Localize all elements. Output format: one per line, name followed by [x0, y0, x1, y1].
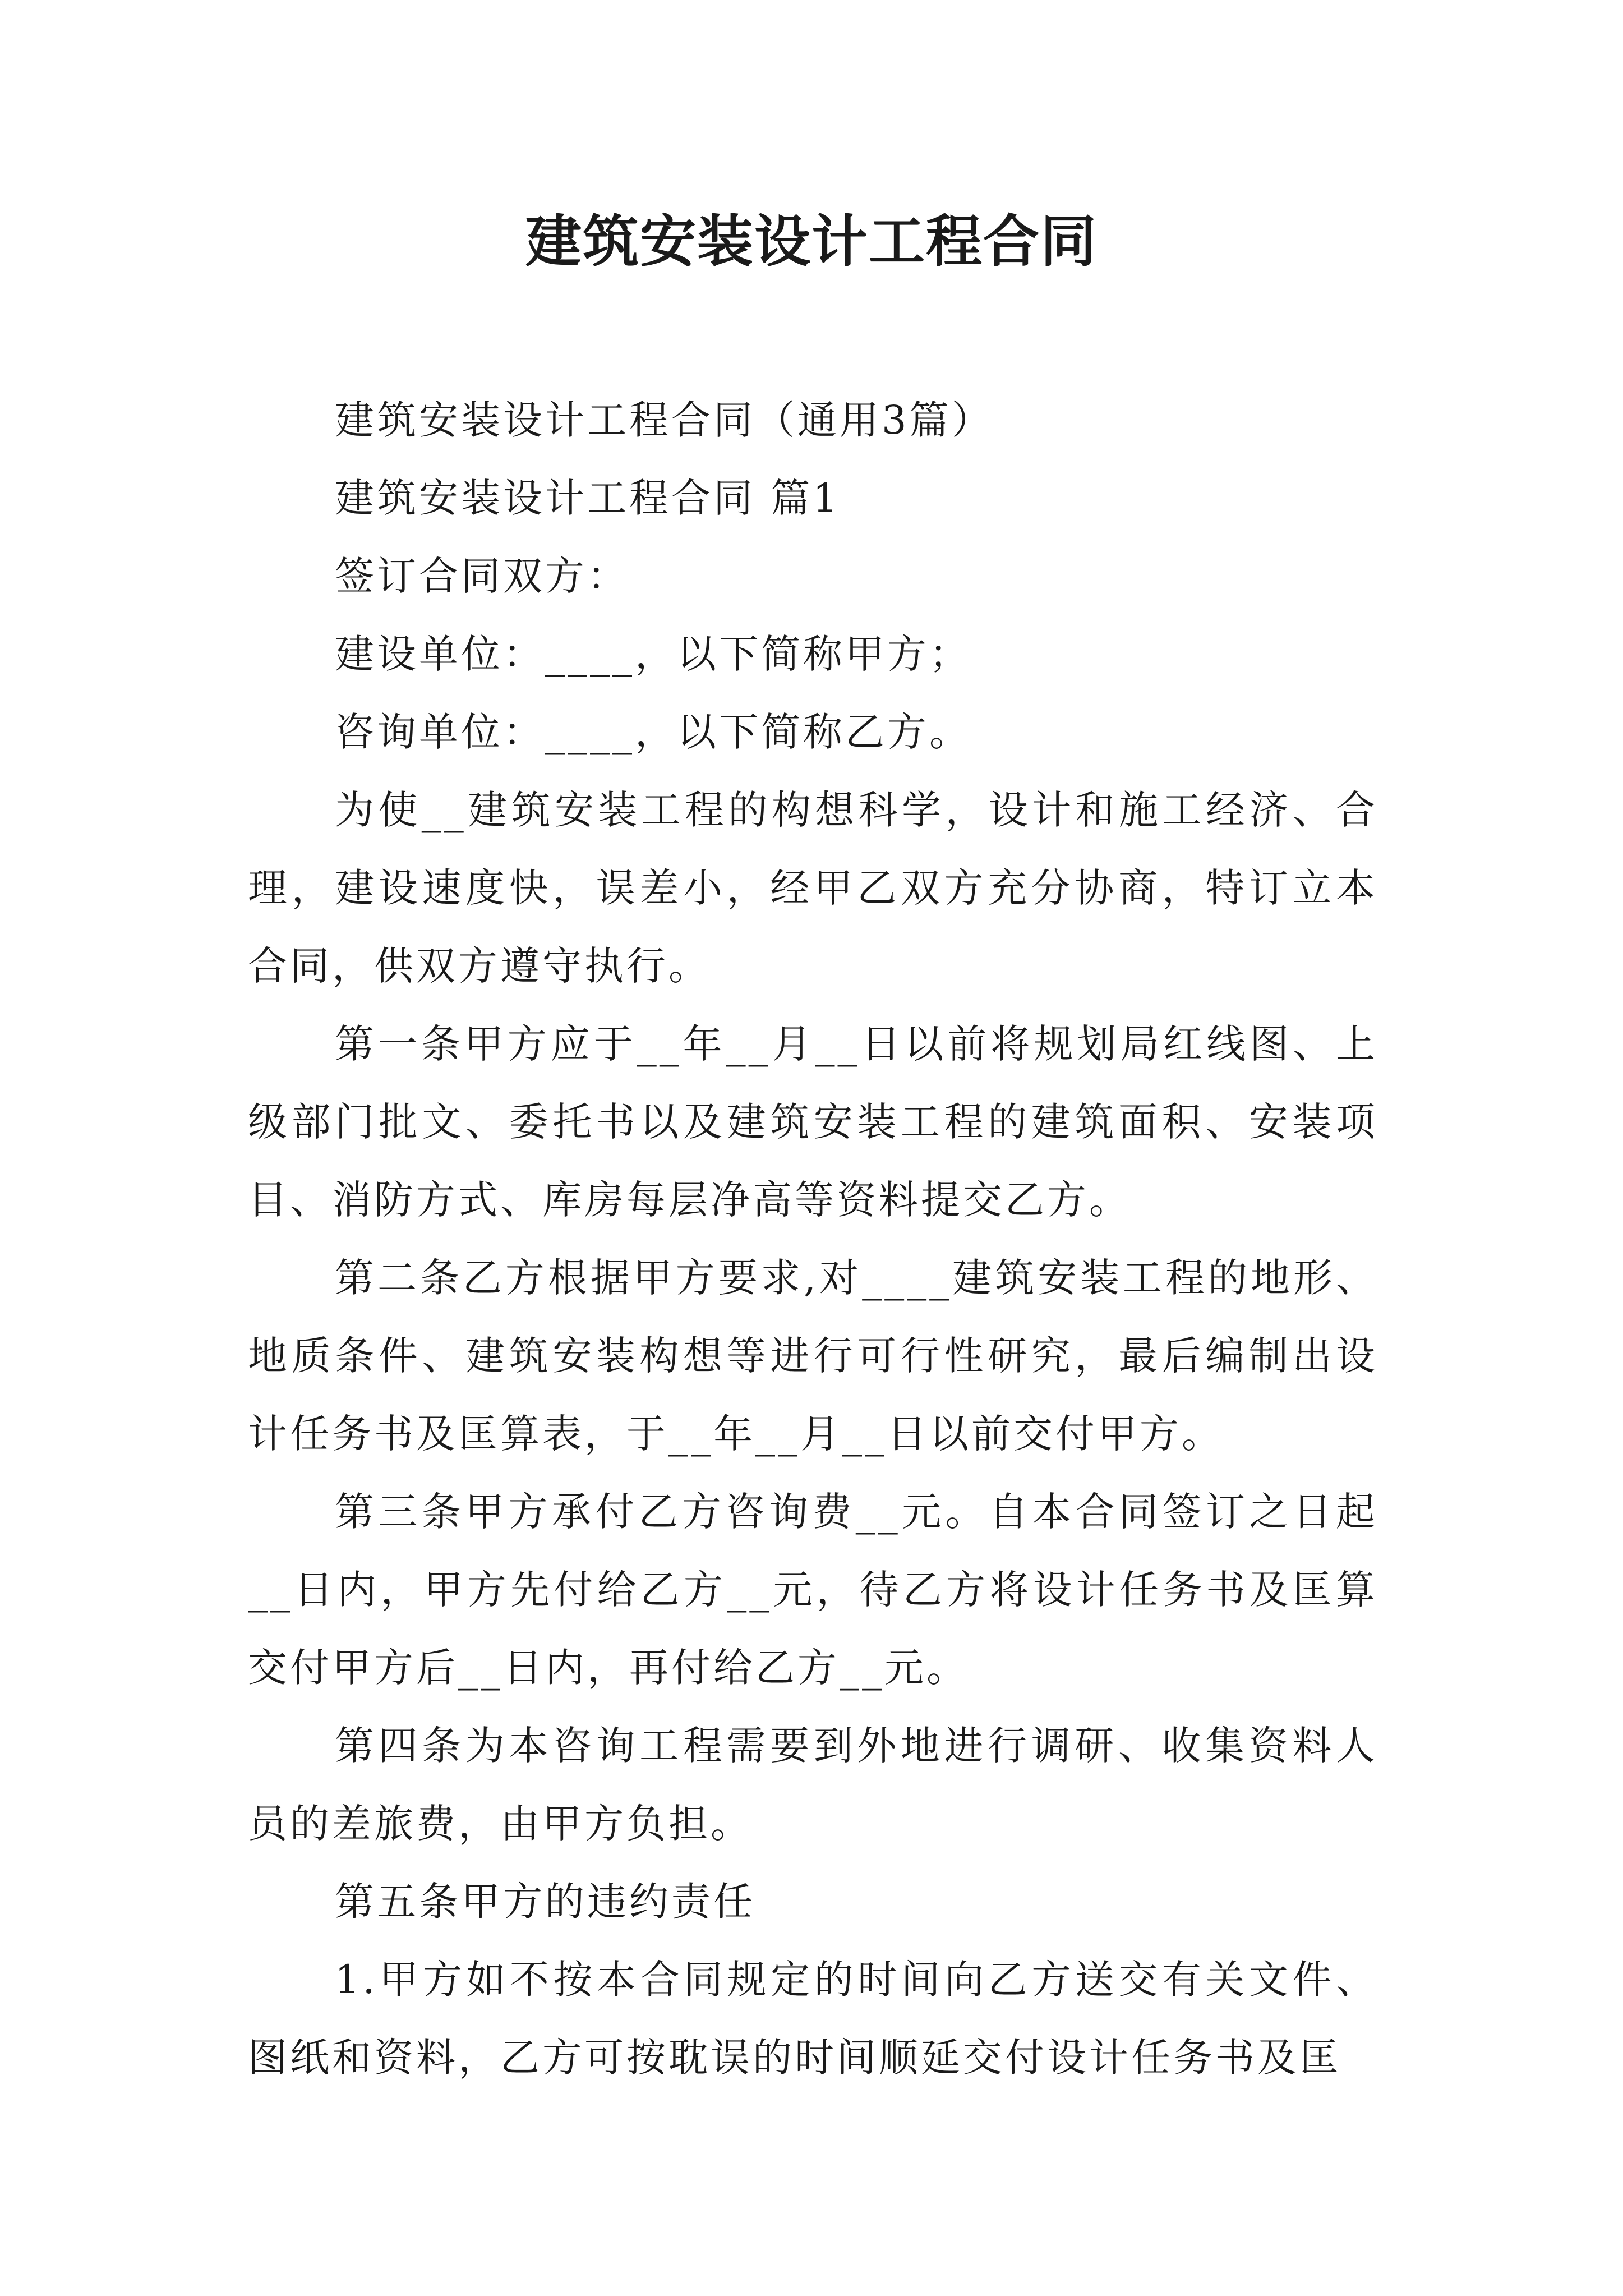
paragraph-article-5-heading: 第五条甲方的违约责任 — [335, 1879, 755, 1925]
paragraph-article-4: 第四条为本咨询工程需要到外地进行调研、收集资料人员的差旅费，由甲方负担。 — [248, 1723, 1378, 1847]
paragraph-article-1: 第一条甲方应于__年__月__日以前将规划局红线图、上级部门批文、委托书以及建筑安装工程的建筑面积、安装项目、消防方式、库房每层净高等资料提交乙方。 — [248, 1021, 1378, 1223]
document-body — [248, 381, 1378, 2097]
paragraph-party-a: 建设单位：____，以下简称甲方； — [335, 631, 971, 677]
paragraph-party-b: 咨询单位：____，以下简称乙方。 — [335, 709, 971, 755]
paragraph-article-2: 第二条乙方根据甲方要求,对____建筑安装工程的地形、地质条件、建筑安装构想等进行可行性研究，最后编制出设计任务书及匡算表，于__年__月__日以前交付甲方。 — [248, 1255, 1378, 1457]
paragraph-parties-label: 签订合同双方： — [335, 553, 629, 599]
paragraph-heading-general: 建筑安装设计工程合同（通用3篇） — [335, 397, 994, 443]
paragraph-article-3: 第三条甲方承付乙方咨询费__元。自本合同签订之日起__日内，甲方先付给乙方__元，待乙方将设计任务书及匡算交付甲方后__日内，再付给乙方__元。 — [248, 1489, 1378, 1691]
document-title: 建筑安装设计工程合同 — [525, 208, 1098, 274]
paragraph-purpose: 为使__建筑安装工程的构想科学，设计和施工经济、合理，建设速度快，误差小，经甲乙双方充分协商，特订立本合同，供双方遵守执行。 — [248, 787, 1378, 989]
paragraph-heading-part1: 建筑安装设计工程合同 篇1 — [335, 475, 841, 521]
paragraph-article-5-item-1: 1.甲方如不按本合同规定的时间向乙方送交有关文件、图纸和资料，乙方可按耽误的时间顺延交付设计任务书及匡 — [248, 1957, 1378, 2081]
